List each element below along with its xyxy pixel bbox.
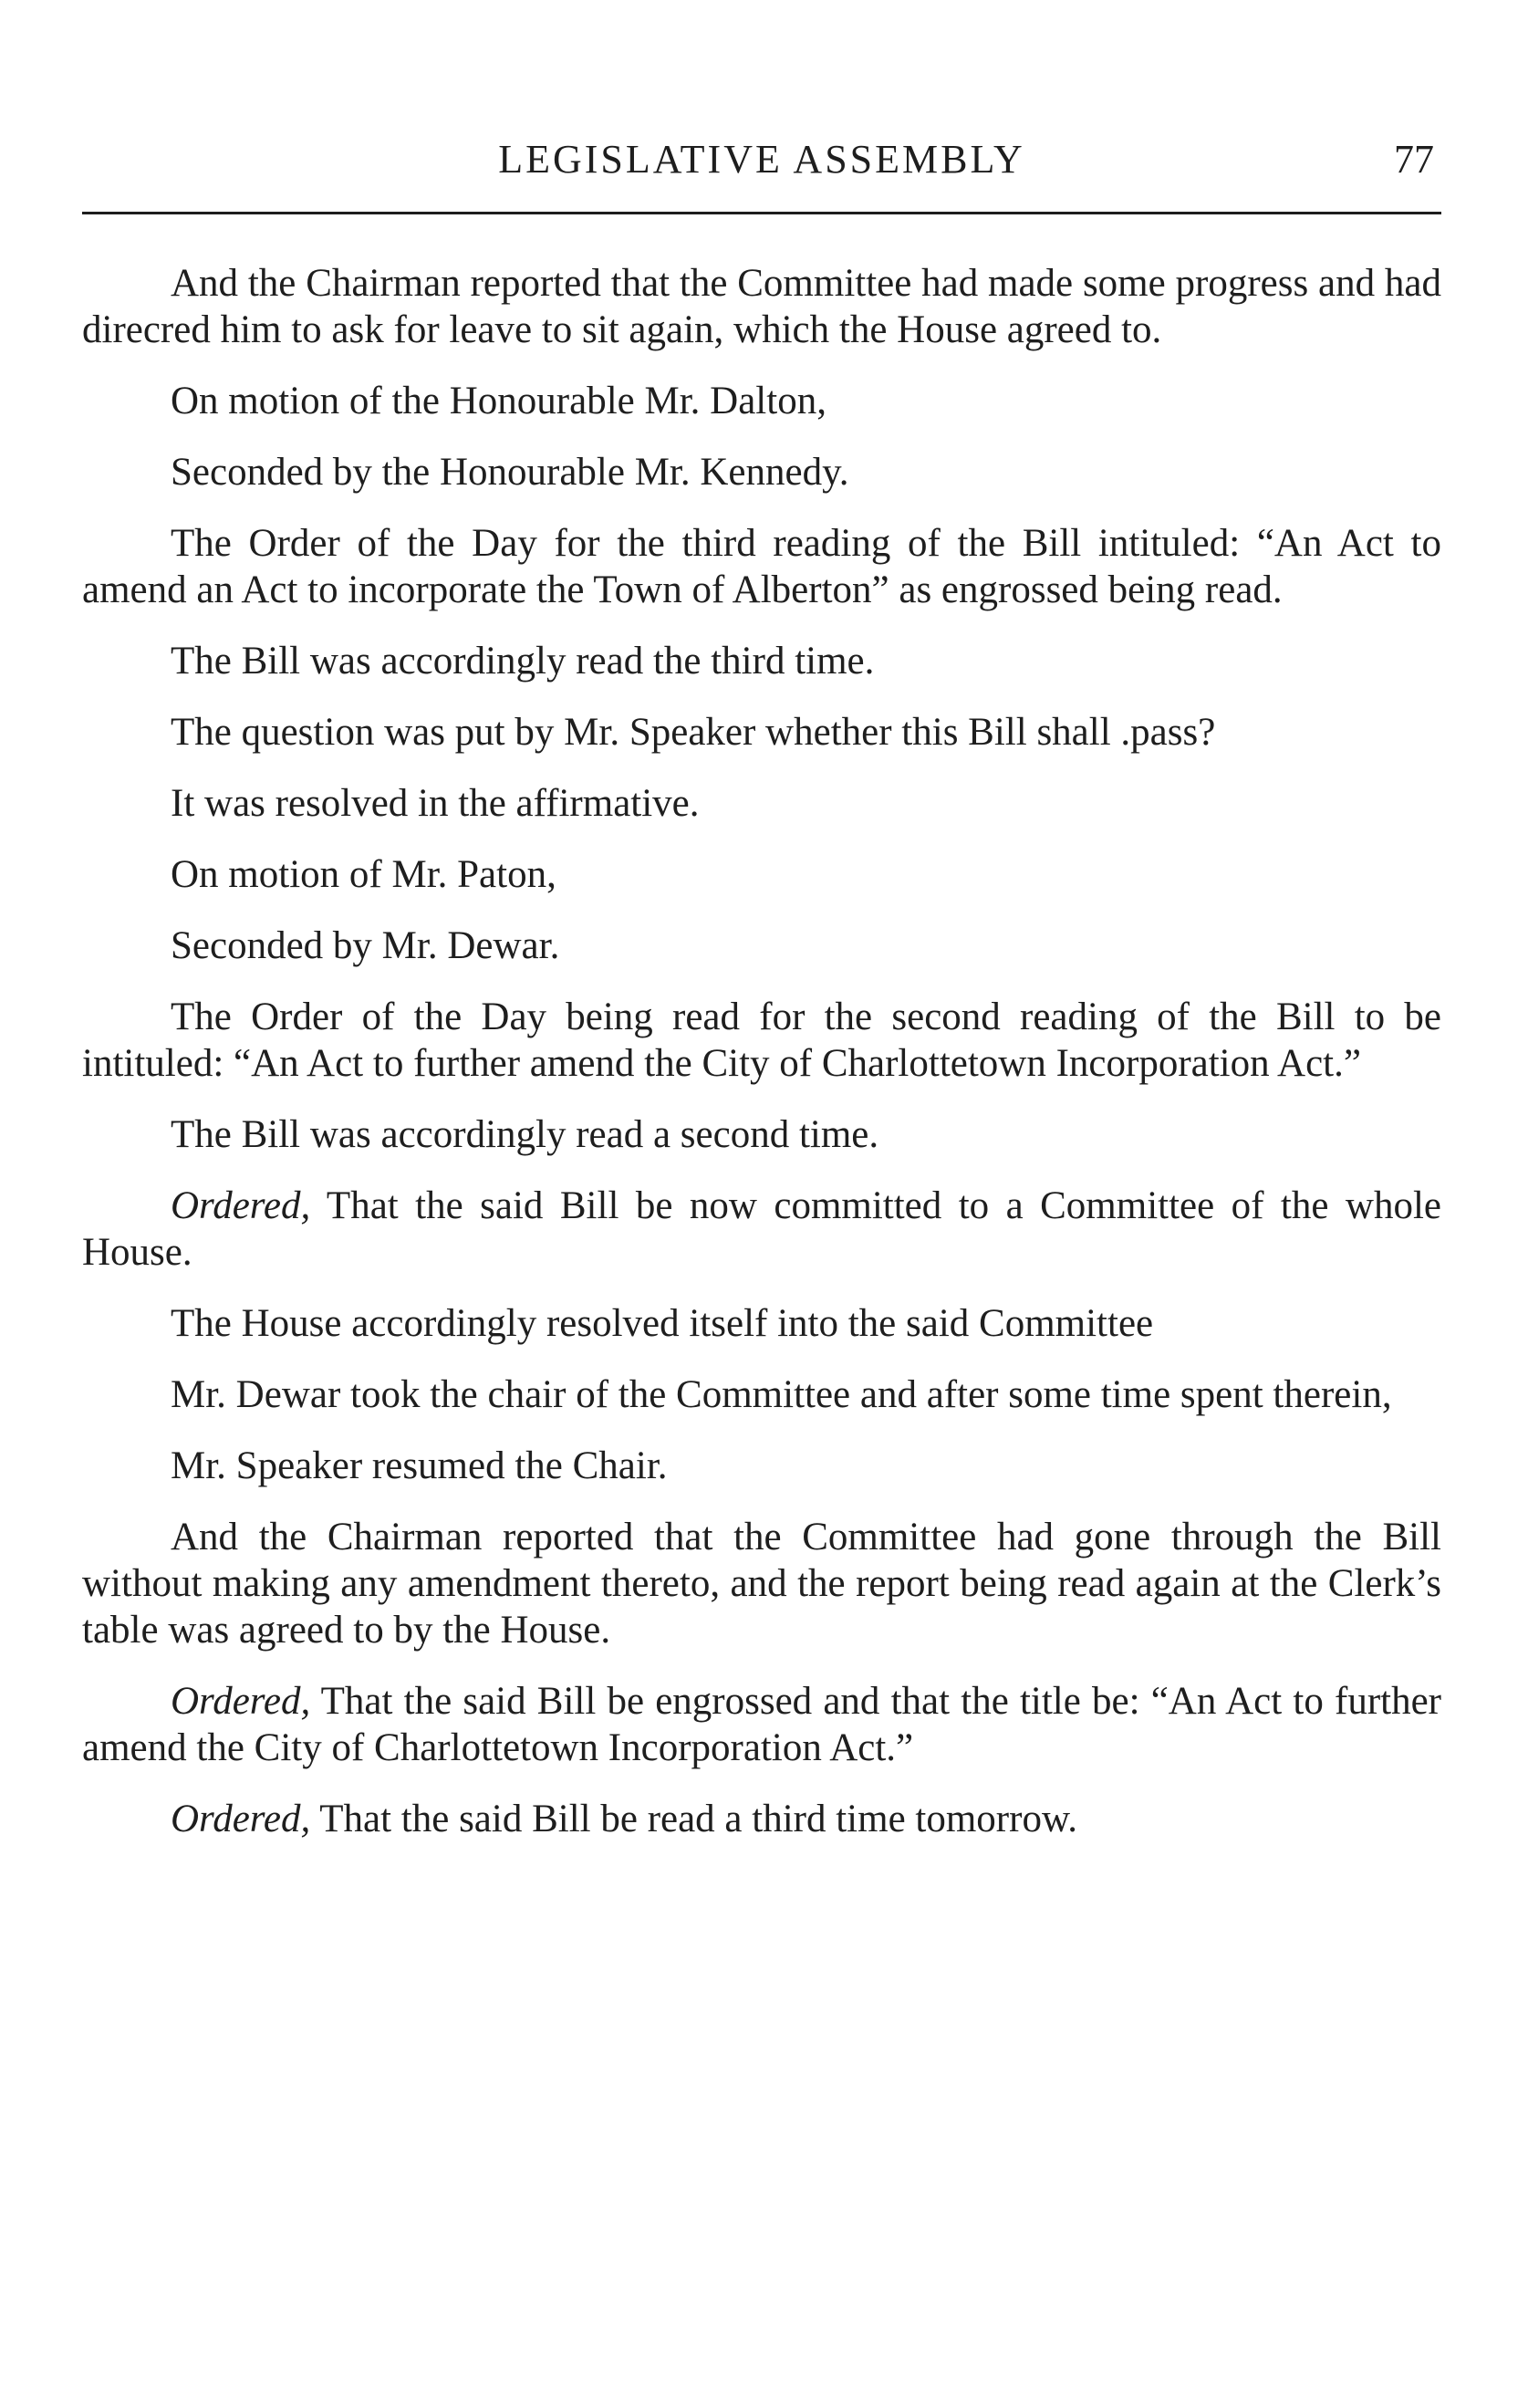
paragraph-order-third-reading: The Order of the Day for the third reading of the Bill intituled: “An Act to amend an Act to incorporate the Town of Alberton” as engrossed being read.: [82, 522, 1441, 611]
paragraph-question-put: The question was put by Mr. Speaker whether this Bill shall .pass?: [171, 711, 1216, 754]
paragraph-ordered-committed: Ordered, That the said Bill be now committed to a Committee of the whole House.: [82, 1184, 1441, 1274]
ordered-label: Ordered,: [171, 1184, 311, 1227]
paragraph-order-second-reading: The Order of the Day being read for the second reading of the Bill to be intituled: “An Act to further amend the City of Charlottetown Incorporation Act.”: [82, 996, 1441, 1085]
paragraph-ordered-third-reading-tomorrow: Ordered, That the said Bill be read a third time tomorrow.: [171, 1798, 1077, 1840]
paragraph-motion-paton: On motion of Mr. Paton,: [171, 853, 556, 896]
header-rule: [82, 212, 1441, 214]
paragraph-dewar-chair: Mr. Dewar took the chair of the Committee and after some time spent therein,: [171, 1373, 1392, 1416]
ordered-label: Ordered,: [171, 1798, 311, 1840]
paragraph-seconded-kennedy: Seconded by the Honourable Mr. Kennedy.: [171, 451, 849, 494]
paragraph-read-second-time: The Bill was accordingly read a second time.: [171, 1113, 879, 1156]
paragraph-motion-dalton: On motion of the Honourable Mr. Dalton,: [171, 380, 826, 422]
paragraph-seconded-dewar: Seconded by Mr. Dewar.: [171, 924, 560, 967]
journal-body: [82, 260, 1441, 1842]
paragraph-chairman-report-progress: And the Chairman reported that the Committee had made some progress and had direcred him to ask for leave to sit again, which the House agreed to.: [82, 262, 1441, 351]
paragraph-speaker-resumed: Mr. Speaker resumed the Chair.: [171, 1444, 668, 1487]
ordered-label: Ordered,: [171, 1680, 311, 1723]
document-page: [82, 128, 1441, 1867]
page-header: [82, 128, 1441, 192]
running-title: LEGISLATIVE ASSEMBLY: [498, 137, 1025, 182]
paragraph-read-third-time: The Bill was accordingly read the third time.: [171, 640, 875, 683]
paragraph-chairman-report-no-amendment: And the Chairman reported that the Committee had gone through the Bill without making any amendment thereto, and the report being read again at the Clerk’s table was agreed to by the House.: [82, 1516, 1441, 1652]
paragraph-house-resolved-committee: The House accordingly resolved itself into the said Committee: [171, 1302, 1154, 1345]
paragraph-ordered-engrossed: Ordered, That the said Bill be engrossed and that the title be: “An Act to further amend the City of Charlottetown Incorporation Act.”: [82, 1680, 1441, 1769]
page-number: 77: [1394, 137, 1434, 182]
paragraph-resolved-affirmative: It was resolved in the affirmative.: [171, 782, 700, 825]
